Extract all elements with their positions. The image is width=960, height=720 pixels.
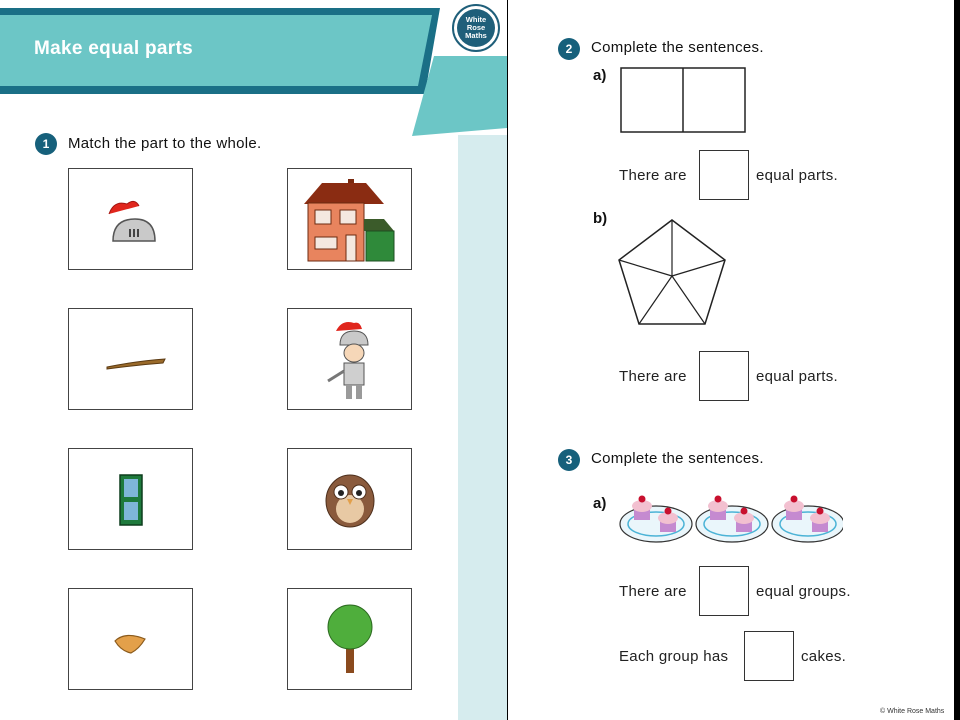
pentagon-shape — [616, 218, 728, 328]
copyright-text: © White Rose Maths — [880, 708, 945, 715]
question-2-number: 2 — [558, 38, 580, 60]
question-3a-groups-text-before: There are — [619, 583, 687, 600]
question-3a-cakes-answer-box[interactable] — [744, 631, 794, 681]
question-3-number: 3 — [558, 449, 580, 471]
part-card-beak[interactable] — [68, 588, 193, 690]
cakes-on-plates-image — [618, 488, 843, 548]
whole-card-knight[interactable] — [287, 308, 412, 410]
helmet-icon — [69, 169, 194, 271]
door-icon — [69, 449, 194, 551]
question-2a-text-before: There are — [619, 167, 687, 184]
question-3a-cakes-text-before: Each group has — [619, 648, 729, 665]
beak-icon — [69, 589, 194, 691]
stick-icon — [69, 309, 194, 411]
part-card-helmet[interactable] — [68, 168, 193, 270]
part-card-door[interactable] — [68, 448, 193, 550]
question-2b-text-after: equal parts. — [756, 368, 838, 385]
owl-icon — [288, 449, 413, 551]
page-title: Make equal parts — [34, 38, 193, 59]
whole-card-house[interactable] — [287, 168, 412, 270]
question-3a-groups-answer-box[interactable] — [699, 566, 749, 616]
question-2-text: Complete the sentences. — [591, 39, 764, 56]
right-page — [508, 0, 954, 720]
whole-card-tree[interactable] — [287, 588, 412, 690]
question-3a-cakes-text-after: cakes. — [801, 648, 847, 665]
part-card-stick[interactable] — [68, 308, 193, 410]
corner-decoration — [412, 56, 507, 136]
whole-card-owl[interactable] — [287, 448, 412, 550]
white-rose-logo: White Rose Maths — [452, 4, 500, 52]
side-stripe — [458, 135, 507, 720]
question-1-number: 1 — [35, 133, 57, 155]
plate-group — [772, 496, 843, 543]
question-2b-text-before: There are — [619, 368, 687, 385]
question-2b-label: b) — [593, 210, 608, 227]
question-2b-answer-box[interactable] — [699, 351, 749, 401]
question-2a-label: a) — [593, 67, 607, 84]
question-2a-answer-box[interactable] — [699, 150, 749, 200]
question-2a-text-after: equal parts. — [756, 167, 838, 184]
question-3a-label: a) — [593, 495, 607, 512]
tree-icon — [288, 589, 413, 691]
question-3-text: Complete the sentences. — [591, 450, 764, 467]
question-3a-groups-text-after: equal groups. — [756, 583, 851, 600]
knight-icon — [288, 309, 413, 411]
house-icon — [288, 169, 413, 271]
question-1-text: Match the part to the whole. — [68, 135, 262, 152]
plate-group — [696, 496, 768, 543]
rectangle-halves-shape — [620, 67, 746, 133]
plate-group — [620, 496, 692, 543]
